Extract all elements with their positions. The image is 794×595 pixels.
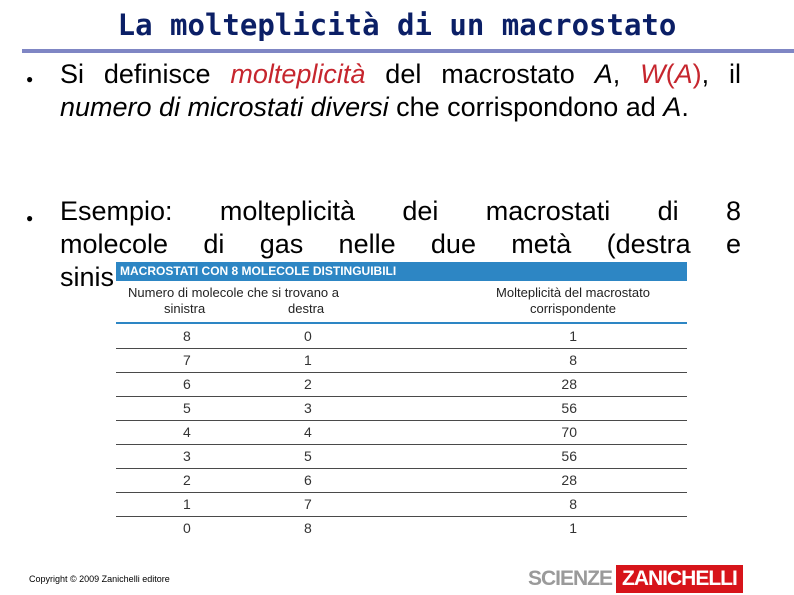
cell-right: 2 [304,376,312,392]
header-right-line1: Molteplicità del macrostato [496,285,650,300]
table-row [116,420,687,445]
cell-left: 8 [183,328,191,344]
cell-left: 4 [183,424,191,440]
cell-multiplicity: 8 [569,352,577,368]
cell-left: 6 [183,376,191,392]
bullet-definition [60,58,741,124]
example-line-1: Esempio: molteplicità dei macrostati di 8 [60,196,741,226]
highlight-term: molteplicità [230,59,366,89]
cell-right: 4 [304,424,312,440]
definition-text: , [612,59,621,89]
cell-right: 5 [304,448,312,464]
header-right-line2: corrispondente [530,301,616,316]
bullet-marker: ● [26,72,34,86]
example-line-3: sinis [60,262,115,292]
symbol-A: A [594,59,613,89]
definition-text: , il [701,59,741,89]
cell-right: 8 [304,520,312,536]
table-row [116,516,687,540]
cell-right: 3 [304,400,312,416]
table-row [116,372,687,397]
cell-right: 1 [304,352,312,368]
example-line-2: molecole di gas nelle due metà (destra e [60,229,741,259]
definition-text: Si definisce [60,59,231,89]
cell-multiplicity: 1 [569,520,577,536]
cell-multiplicity: 56 [561,400,577,416]
table-row [116,324,687,349]
table-row [116,444,687,469]
cell-right: 7 [304,496,312,512]
cell-left: 2 [183,472,191,488]
table-row [116,468,687,493]
logo-zanichelli-text: ZANICHELLI [616,565,743,593]
header-destra: destra [288,301,325,316]
title-divider [22,49,794,53]
macrostates-table [116,262,687,536]
cell-left: 1 [183,496,191,512]
logo-scienze-text: SCIENZE [528,567,613,590]
cell-right: 0 [304,328,312,344]
symbol-A: A [674,59,693,89]
zanichelli-logo [528,565,743,593]
cell-right: 6 [304,472,312,488]
cell-multiplicity: 56 [561,448,577,464]
symbol-W: W [640,59,666,89]
definition-text: ( [665,59,675,89]
table-row [116,348,687,373]
cell-left: 7 [183,352,191,368]
cell-multiplicity: 1 [569,328,577,344]
symbol-A: A [663,92,682,122]
cell-multiplicity: 70 [561,424,577,440]
cell-multiplicity: 28 [561,376,577,392]
table-title: MACROSTATI CON 8 MOLECOLE DISTINGUIBILI [116,262,687,281]
cell-left: 0 [183,520,191,536]
cell-multiplicity: 28 [561,472,577,488]
copyright-notice: Copyright © 2009 Zanichelli editore [29,574,170,584]
cell-multiplicity: 8 [569,496,577,512]
cell-left: 5 [183,400,191,416]
italic-phrase: numero di microstati diversi [60,92,389,122]
table-row [116,396,687,421]
table-row [116,492,687,517]
definition-text: . [681,92,689,122]
definition-text: ) [692,59,702,89]
definition-text: che corrispondono ad [388,92,664,122]
header-left-line1: Numero di molecole che si trovano a [128,285,339,300]
bullet-marker: ● [26,211,34,225]
definition-text: del macrostato [365,59,595,89]
cell-left: 3 [183,448,191,464]
header-sinistra: sinistra [164,301,206,316]
slide-title: La molteplicità di un macrostato [117,8,677,42]
